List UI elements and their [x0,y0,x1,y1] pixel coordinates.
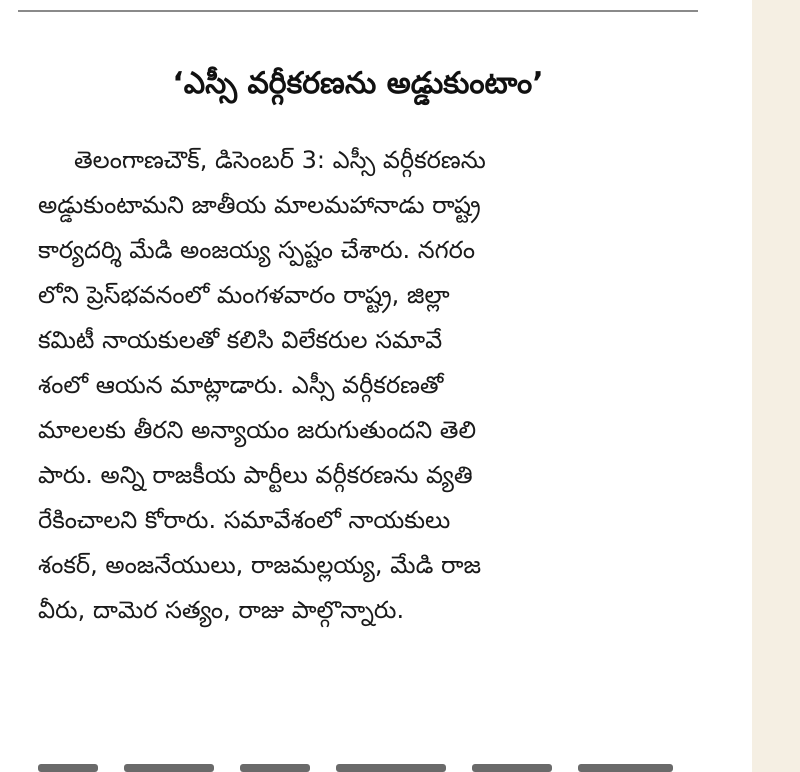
article-line: రేకించాలని కోరారు. సమావేశంలో నాయకులు [38,506,451,534]
article-line: తెలంగాణచౌక్, డిసెంబర్ 3: ఎస్సీ వర్గీకరణను [74,146,486,174]
article-line: కమిటీ నాయకులతో కలిసి విలేకరుల సమావే [38,326,443,354]
cut-off-text-fragment [240,764,310,772]
article-line: కార్యదర్శి మేడి అంజయ్య స్పష్టం చేశారు. నగరం [38,236,476,264]
article-headline: ‘ఎస్సీ వర్గీకరణను అడ్డుకుంటాం’ [172,66,544,102]
article-body [38,138,710,633]
cut-off-next-article [38,752,710,772]
article-line: వీరు, దామెర సత్యం, రాజు పాల్గొన్నారు. [38,596,405,624]
article-line: పారు. అన్ని రాజకీయ పార్టీలు వర్గీకరణను వ్యతి [38,461,473,489]
article-column [18,0,698,772]
cut-off-text-fragment [472,764,552,772]
cut-off-text-fragment [578,764,673,772]
top-divider [18,10,698,12]
cut-off-text-fragment [38,764,98,772]
adjacent-column-strip [752,0,800,772]
article-line: మాలలకు తీరని అన్యాయం జరుగుతుందని తెలి [38,416,477,444]
cut-off-text-fragment [336,764,446,772]
cut-off-text-fragment [124,764,214,772]
article-line: అడ్డుకుంటామని జాతీయ మాలమహానాడు రాష్ట్ర [38,191,481,219]
article-line: లోని ప్రెస్‌భవనంలో మంగళవారం రాష్ట్ర, జిల్లా [38,281,450,309]
article-line: శంకర్, అంజనేయులు, రాజమల్లయ్య, మేడి రాజ [38,551,481,579]
article-line: శంలో ఆయన మాట్లాడారు. ఎస్సీ వర్గీకరణతో [38,371,444,399]
